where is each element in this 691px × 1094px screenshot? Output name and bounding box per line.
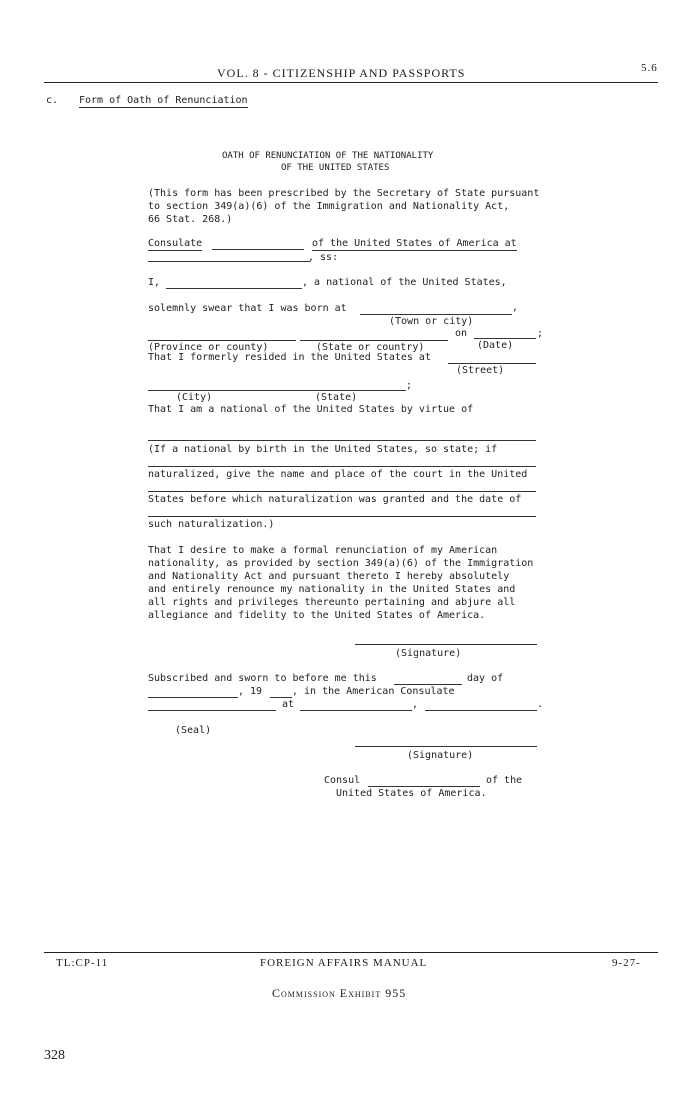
month-blank[interactable] bbox=[148, 697, 238, 698]
location-blank[interactable] bbox=[148, 261, 310, 262]
header-rule bbox=[44, 82, 658, 83]
birth-comma: , bbox=[512, 302, 519, 313]
commission-exhibit: Commission Exhibit 955 bbox=[272, 986, 407, 1000]
instructions-rule2 bbox=[148, 491, 536, 492]
consul-label: Consul bbox=[324, 775, 361, 786]
signature2-line[interactable] bbox=[355, 746, 537, 747]
of-the-label: of the bbox=[486, 775, 523, 786]
i-label: I, bbox=[148, 277, 161, 288]
virtue-blank[interactable] bbox=[148, 440, 536, 441]
date-semicolon: ; bbox=[537, 328, 544, 339]
day-of-label: day of bbox=[467, 673, 504, 684]
name-blank[interactable] bbox=[166, 288, 302, 289]
town-city-caption: (Town or city) bbox=[389, 316, 474, 327]
at-country-blank[interactable] bbox=[425, 710, 537, 711]
subscribed-text: Subscribed and sworn to before me this bbox=[148, 673, 377, 684]
signature1-line[interactable] bbox=[355, 644, 537, 645]
instructions-rule1 bbox=[148, 466, 536, 467]
desire-line4: and entirely renounce my nationality in the United States and bbox=[148, 584, 516, 595]
usa-end-label: United States of America. bbox=[336, 788, 487, 799]
footer-rule bbox=[44, 952, 658, 953]
city-caption: (City) bbox=[176, 392, 213, 403]
street-caption: (Street) bbox=[456, 365, 505, 376]
footer-right: 9-27- bbox=[612, 957, 641, 969]
state-caption: (State) bbox=[315, 392, 358, 403]
form-note-line2: to section 349(a)(6) of the Immigration and Nationality Act, bbox=[148, 201, 510, 212]
virtue-text: That I am a national of the United States by virtue of bbox=[148, 404, 474, 415]
province-caption: (Province or county) bbox=[148, 342, 269, 353]
at-city-blank[interactable] bbox=[300, 710, 412, 711]
footer-center: FOREIGN AFFAIRS MANUAL bbox=[260, 957, 428, 969]
instructions-line2: naturalized, give the name and place of the court in the United bbox=[148, 469, 528, 480]
consulate-name-blank[interactable] bbox=[148, 710, 276, 711]
born-text: solemnly swear that I was born at bbox=[148, 303, 347, 314]
form-note-line1: (This form has been prescribed by the Secretary of State pursuant bbox=[148, 188, 540, 199]
instructions-line3: States before which naturalization was granted and the date of bbox=[148, 494, 522, 505]
consulate-text: , in the American Consulate bbox=[292, 686, 455, 697]
footer-left: TL:CP-11 bbox=[56, 957, 109, 969]
section-number: 5.6 bbox=[641, 62, 658, 74]
desire-line2: nationality, as provided by section 349(a)(6) of the Immigration bbox=[148, 558, 534, 569]
nineteen-label: , 19 bbox=[238, 686, 263, 697]
desire-line3: and Nationality Act and pursuant thereto I hereby absolutely bbox=[148, 571, 510, 582]
national-text: , a national of the United States, bbox=[302, 277, 507, 288]
desire-line6: allegiance and fidelity to the United States of America. bbox=[148, 610, 486, 621]
seal-label: (Seal) bbox=[175, 725, 212, 736]
consulate-label: Consulate bbox=[148, 238, 203, 249]
instructions-line1: (If a national by birth in the United States, so state; if bbox=[148, 444, 498, 455]
form-title-line1: OATH OF RENUNCIATION OF THE NATIONALITY bbox=[222, 151, 434, 161]
running-header-title: VOL. 8 - CITIZENSHIP AND PASSPORTS bbox=[217, 66, 466, 80]
signature1-caption: (Signature) bbox=[395, 648, 462, 659]
usa-at-label: of the United States of America at bbox=[312, 238, 517, 249]
on-label: on bbox=[455, 328, 468, 339]
instructions-line4: such naturalization.) bbox=[148, 519, 275, 530]
city-semicolon: ; bbox=[406, 380, 413, 391]
instructions-rule3 bbox=[148, 516, 536, 517]
at-period: . bbox=[537, 699, 544, 710]
date-caption: (Date) bbox=[477, 340, 514, 351]
form-note-line3: 66 Stat. 268.) bbox=[148, 214, 233, 225]
ss-label: , ss: bbox=[308, 252, 339, 263]
form-title-line2: OF THE UNITED STATES bbox=[281, 163, 390, 173]
at-comma: , bbox=[412, 699, 419, 710]
desire-line1: That I desire to make a formal renunciation of my American bbox=[148, 545, 498, 556]
at-label: at bbox=[282, 699, 295, 710]
consulate-blank[interactable] bbox=[212, 249, 304, 250]
state-country-caption: (State or country) bbox=[316, 342, 425, 353]
subsection-letter: c. bbox=[46, 95, 59, 106]
resided-text: That I formerly resided in the United States at bbox=[148, 352, 431, 363]
signature2-caption: (Signature) bbox=[407, 750, 474, 761]
desire-line5: all rights and privileges thereunto pertaining and abjure all bbox=[148, 597, 516, 608]
subsection-title: Form of Oath of Renunciation bbox=[79, 95, 248, 106]
page-number: 328 bbox=[44, 1048, 65, 1063]
